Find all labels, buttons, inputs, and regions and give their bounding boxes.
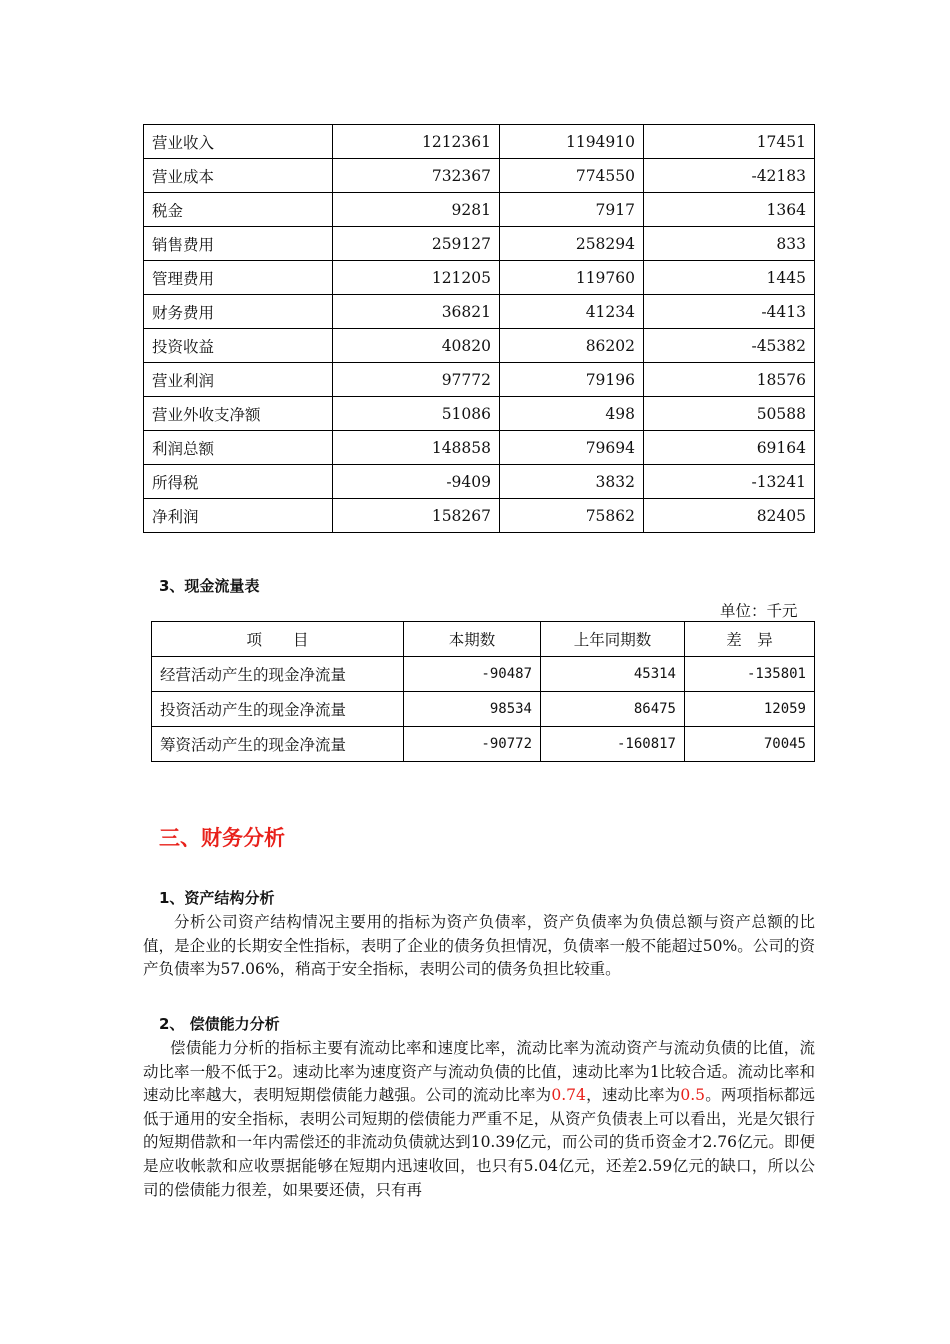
solvency-text-c: 。两项指标都远低于通用的安全指标，表明公司短期的偿债能力严重不足，从资产负债表上可以看出，光是欠银行的短期借款和一年内需偿还的非流动负债就达到10.39亿元，而公司的货币资金才2.76亿元。即便是应收帐款和应收票据能够在短期内迅速收回，也只有5.04亿元，还差2.59亿元的缺口，所以公司的偿债能力很差，如果要还债，只有再 (143, 1086, 815, 1199)
current-value: 121205 (333, 261, 500, 295)
diff-value: 833 (644, 227, 815, 261)
label: 销售费用 (144, 227, 333, 261)
previous-value: 1194910 (500, 125, 644, 159)
label: 投资收益 (144, 329, 333, 363)
income-row (144, 397, 815, 431)
current-value: 1212361 (333, 125, 500, 159)
cash-flow-table (151, 621, 815, 762)
current-value: 158267 (333, 499, 500, 533)
label: 所得税 (144, 465, 333, 499)
previous-value: -160817 (541, 727, 685, 762)
previous-value: 41234 (500, 295, 644, 329)
diff-value: 18576 (644, 363, 815, 397)
diff-value: 1364 (644, 193, 815, 227)
previous-value: 7917 (500, 193, 644, 227)
income-row (144, 465, 815, 499)
asset-structure-heading: 1、资产结构分析 (159, 889, 275, 907)
label: 财务费用 (144, 295, 333, 329)
quick-ratio-value: 0.5 (680, 1086, 706, 1105)
diff-value: -42183 (644, 159, 815, 193)
previous-value: 3832 (500, 465, 644, 499)
label: 税金 (144, 193, 333, 227)
cash-flow-header-row (152, 622, 815, 657)
income-statement-body (144, 125, 815, 533)
current-value: 97772 (333, 363, 500, 397)
item-label: 筹资活动产生的现金净流量 (152, 727, 404, 762)
income-statement-table (143, 124, 815, 533)
diff-value: 69164 (644, 431, 815, 465)
label: 管理费用 (144, 261, 333, 295)
current-value: 9281 (333, 193, 500, 227)
label: 利润总额 (144, 431, 333, 465)
diff-value: 82405 (644, 499, 815, 533)
previous-value: 119760 (500, 261, 644, 295)
diff-value: -45382 (644, 329, 815, 363)
previous-value: 86475 (541, 692, 685, 727)
current-value: -90487 (404, 657, 541, 692)
solvency-paragraph (143, 1037, 815, 1202)
asset-structure-text: 分析公司资产结构情况主要用的指标为资产负债率，资产负债率为负债总额与资产总额的比值，是企业的长期安全性指标，表明了企业的债务负担情况，负债率一般不能超过50%。公司的资产负债率为57.06%，稍高于安全指标，表明公司的债务负担比较重。 (143, 913, 815, 979)
previous-value: 79196 (500, 363, 644, 397)
current-value: 259127 (333, 227, 500, 261)
item-label: 投资活动产生的现金净流量 (152, 692, 404, 727)
income-row (144, 227, 815, 261)
current-ratio-value: 0.74 (551, 1086, 586, 1105)
cash-flow-body (152, 657, 815, 762)
previous-value: 79694 (500, 431, 644, 465)
previous-value: 45314 (541, 657, 685, 692)
header-diff: 差 异 (685, 622, 815, 657)
current-value: 148858 (333, 431, 500, 465)
diff-value: 17451 (644, 125, 815, 159)
previous-value: 498 (500, 397, 644, 431)
current-value: 732367 (333, 159, 500, 193)
item-label: 经营活动产生的现金净流量 (152, 657, 404, 692)
header-current: 本期数 (404, 622, 541, 657)
label: 营业利润 (144, 363, 333, 397)
current-value: 51086 (333, 397, 500, 431)
cash-flow-row (152, 692, 815, 727)
unit-label: 单位：千元 (720, 602, 798, 620)
previous-value: 75862 (500, 499, 644, 533)
income-row (144, 363, 815, 397)
cash-flow-row (152, 727, 815, 762)
current-value: 36821 (333, 295, 500, 329)
diff-value: -135801 (685, 657, 815, 692)
income-row (144, 499, 815, 533)
label: 净利润 (144, 499, 333, 533)
previous-value: 86202 (500, 329, 644, 363)
solvency-text-b: ，速动比率为 (585, 1086, 681, 1105)
previous-value: 258294 (500, 227, 644, 261)
asset-structure-paragraph (143, 911, 815, 982)
current-value: 98534 (404, 692, 541, 727)
cash-flow-row (152, 657, 815, 692)
diff-value: 50588 (644, 397, 815, 431)
income-row (144, 295, 815, 329)
current-value: -9409 (333, 465, 500, 499)
income-row (144, 125, 815, 159)
current-value: -90772 (404, 727, 541, 762)
cash-flow-heading: 3、现金流量表 (159, 577, 260, 595)
diff-value: 1445 (644, 261, 815, 295)
solvency-text-a: 偿债能力分析的指标主要有流动比率和速度比率，流动比率为流动资产与流动负债的比值，流动比率一般不低于2。速动比率为速度资产与流动负债的比值，速动比率为1比较合适。流动比率和速动比率越大，表明短期偿债能力越强。公司的流动比率为 (143, 1039, 815, 1105)
label: 营业成本 (144, 159, 333, 193)
diff-value: -13241 (644, 465, 815, 499)
income-row (144, 193, 815, 227)
income-row (144, 329, 815, 363)
income-row (144, 431, 815, 465)
header-item: 项 目 (152, 622, 404, 657)
header-previous: 上年同期数 (541, 622, 685, 657)
label: 营业收入 (144, 125, 333, 159)
diff-value: -4413 (644, 295, 815, 329)
solvency-heading: 2、 偿债能力分析 (159, 1015, 280, 1033)
diff-value: 70045 (685, 727, 815, 762)
income-row (144, 261, 815, 295)
income-row (144, 159, 815, 193)
current-value: 40820 (333, 329, 500, 363)
diff-value: 12059 (685, 692, 815, 727)
section-title: 三、财务分析 (159, 826, 285, 850)
label: 营业外收支净额 (144, 397, 333, 431)
previous-value: 774550 (500, 159, 644, 193)
